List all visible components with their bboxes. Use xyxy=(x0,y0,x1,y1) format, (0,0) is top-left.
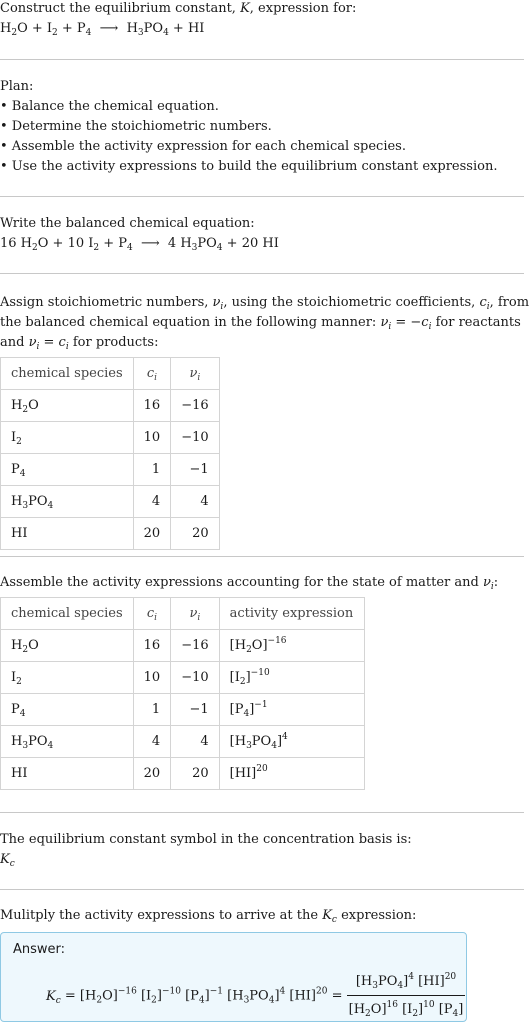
plan-step: • Assemble the activity expression for each chemical species. xyxy=(0,139,406,154)
stoich-text-2: the balanced chemical equation in the following manner: $\nu_i = -c_i$ for reactants xyxy=(0,315,521,332)
ci-cell: 16 xyxy=(133,630,171,662)
activity-table xyxy=(0,597,365,790)
ci-cell: 1 xyxy=(133,454,171,486)
ci-cell: 10 xyxy=(133,422,171,454)
activity-expression-cell: $[I_2]^{-10}$ xyxy=(219,662,364,694)
species-cell: $P_4$ xyxy=(1,694,134,726)
activity-expression-cell: [HI]$^{20}$ xyxy=(219,758,364,790)
answer-fraction: $\frac{[H_3PO_4]^4 [HI]^{20}}{[H_2O]^{16} [I_2]^{10} [P_4]}$ xyxy=(348,972,464,1019)
plan-step: • Balance the chemical equation. xyxy=(0,99,219,114)
ci-cell: 1 xyxy=(133,694,171,726)
header-nui: $\nu_i$ xyxy=(171,358,219,390)
species-cell: $H_2O$ xyxy=(1,390,134,422)
plan-title: Plan: xyxy=(0,79,34,94)
table-row xyxy=(1,422,220,454)
answer-expression: $K_c = [H_2O]^{-16}$ $[I_2]^{-10}$ $[P_4]^{-1}$ $[H_3PO_4]^4$ [HI]$^{20}$ = $\frac{[H_3PO_4]^4 [HI]^{20}}{[H_2O]^{16} [I_2]^{10} [P_4]}$ xyxy=(46,972,464,1019)
answer-label: Answer: xyxy=(13,942,66,957)
table-row xyxy=(1,518,220,550)
header-species: chemical species xyxy=(1,358,134,390)
answer-box xyxy=(0,932,467,1022)
stoich-text-3: and $\nu_i = c_i$ for products: xyxy=(0,335,159,352)
divider xyxy=(0,196,524,197)
divider xyxy=(0,273,524,274)
table-row xyxy=(1,726,365,758)
nui-cell: 4 xyxy=(171,726,219,758)
table-header-row xyxy=(1,358,220,390)
header-ci: $c_i$ xyxy=(133,358,171,390)
kc-symbol: $K_c$ xyxy=(0,852,15,869)
header-ci: $c_i$ xyxy=(133,598,171,630)
table-row xyxy=(1,694,365,726)
nui-cell: 4 xyxy=(171,486,219,518)
activity-expression-cell: $[H_3PO_4]^4$ xyxy=(219,726,364,758)
nui-cell: −1 xyxy=(171,694,219,726)
table-row xyxy=(1,758,365,790)
plan-step: • Use the activity expressions to build the equilibrium constant expression. xyxy=(0,159,498,174)
table-row xyxy=(1,390,220,422)
species-cell: HI xyxy=(1,518,134,550)
divider xyxy=(0,812,524,813)
ci-cell: 4 xyxy=(133,486,171,518)
table-row xyxy=(1,630,365,662)
ci-cell: 10 xyxy=(133,662,171,694)
species-cell: $I_2$ xyxy=(1,422,134,454)
table-row xyxy=(1,486,220,518)
table-row xyxy=(1,662,365,694)
divider xyxy=(0,556,524,557)
nui-cell: −16 xyxy=(171,390,219,422)
activity-expression-cell: $[P_4]^{-1}$ xyxy=(219,694,364,726)
ci-cell: 4 xyxy=(133,726,171,758)
divider xyxy=(0,889,524,890)
nui-cell: 20 xyxy=(171,518,219,550)
nui-cell: −10 xyxy=(171,662,219,694)
species-cell: HI xyxy=(1,758,134,790)
species-cell: $H_3PO_4$ xyxy=(1,486,134,518)
species-cell: $H_3PO_4$ xyxy=(1,726,134,758)
species-cell: $I_2$ xyxy=(1,662,134,694)
balanced-equation: 16 $H_2O + 10$ $I_2 + P_4$ ⟶ 4 $H_3PO_4 + 20$ HI xyxy=(0,236,279,253)
nui-cell: −10 xyxy=(171,422,219,454)
stoich-table xyxy=(0,357,220,550)
divider xyxy=(0,59,524,60)
nui-cell: −16 xyxy=(171,630,219,662)
balanced-title: Write the balanced chemical equation: xyxy=(0,216,255,231)
ci-cell: 20 xyxy=(133,758,171,790)
table-row xyxy=(1,454,220,486)
plan-step: • Determine the stoichiometric numbers. xyxy=(0,119,272,134)
symbol-text: The equilibrium constant symbol in the concentration basis is: xyxy=(0,832,412,847)
stoich-text-1: Assign stoichiometric numbers, $\nu_i$, using the stoichiometric coefficients, $c_i$, from xyxy=(0,295,529,312)
nui-cell: −1 xyxy=(171,454,219,486)
ci-cell: 16 xyxy=(133,390,171,422)
activity-expression-cell: $[H_2O]^{-16}$ xyxy=(219,630,364,662)
header-activity-expression: activity expression xyxy=(219,598,364,630)
activity-text: Assemble the activity expressions accounting for the state of matter and $\nu_i$: xyxy=(0,575,499,592)
multiply-text: Mulitply the activity expressions to arrive at the $K_c$ expression: xyxy=(0,908,417,925)
header-species: chemical species xyxy=(1,598,134,630)
nui-cell: 20 xyxy=(171,758,219,790)
species-cell: $H_2O$ xyxy=(1,630,134,662)
ci-cell: 20 xyxy=(133,518,171,550)
species-cell: $P_4$ xyxy=(1,454,134,486)
reaction-equation: $H_2O + I_2 + P_4$ ⟶ $H_3PO_4$ + HI xyxy=(0,21,205,38)
table-header-row xyxy=(1,598,365,630)
header-nui: $\nu_i$ xyxy=(171,598,219,630)
intro-line: Construct the equilibrium constant, K, expression for: xyxy=(0,1,357,16)
